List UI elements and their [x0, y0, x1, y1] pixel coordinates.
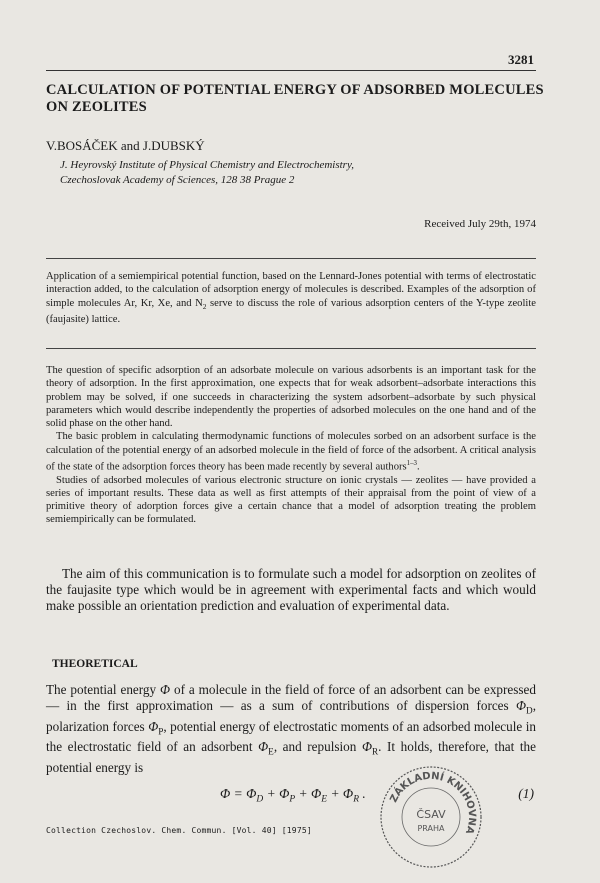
p5-phi: Φ: [160, 682, 171, 697]
paragraph-2-end: .: [416, 461, 420, 473]
article-title: CALCULATION OF POTENTIAL ENERGY OF ADSORBED MOLECULES ON ZEOLITES: [46, 82, 544, 115]
eq-plus-e: + Φ: [295, 786, 322, 801]
eq-plus-r: + Φ: [327, 786, 354, 801]
eq-sub-d: D: [256, 794, 264, 805]
p5-text-4: , potential energy of electrostatic moments of an adsorbed molecule in the electrostatic field of an adsorbent: [46, 718, 537, 755]
section-heading: THEORETICAL: [52, 658, 138, 670]
authors: V.BOSÁČEK and J.DUBSKÝ: [46, 138, 205, 153]
page-number: 3281: [508, 52, 534, 67]
stamp-center-top: ČSAV: [416, 808, 446, 821]
aim-section: [46, 566, 536, 614]
citation-superscript: 1–3: [406, 459, 417, 467]
eq-sub-p: P: [289, 794, 296, 805]
p5-sub-e: E: [268, 746, 274, 757]
received-date: Received July 29th, 1974: [424, 218, 536, 230]
eq-plus-p: + Φ: [263, 786, 290, 801]
abstract-top-rule: [46, 258, 536, 259]
paragraph-2: [46, 430, 536, 473]
paragraph-1: The question of specific adsorption of an adsorbate molecule on various adsorbents is an important task for the theory of adsorption. In the first approximation, one expects that for weak adsorbent–adsorbate interactions this problem may be solved, if one succeeds in characterizing the system adsorbent–adsorbate by such physical parameters which would describe independently the properties of adsorbed molecules on the one hand and of the solid phase on the other hand.: [46, 365, 536, 429]
journal-footer: Collection Czechoslov. Chem. Commun. [Vol. 40] [1975]: [46, 826, 312, 835]
p5-text-6: . It holds, therefore, that the potential energy is: [46, 739, 536, 775]
p5-text-3: , polarization forces: [46, 698, 536, 734]
affiliation: [60, 158, 354, 188]
stamp-ring-text: ZÁKLADNÍ KNIHOVNA: [388, 770, 478, 836]
abstract-tail: serve to discuss the role of various adsorption centers of the Y-type zeolite (faujasite) lattice.: [46, 297, 536, 325]
eq-sub-e: E: [321, 794, 328, 805]
eq-lhs: Φ = Φ: [220, 786, 257, 801]
introduction: [46, 364, 536, 527]
abstract-bottom-rule: [46, 348, 536, 349]
p5-text-1: The potential energy: [46, 682, 161, 697]
p5-phi-p: Φ: [148, 718, 159, 734]
affiliation-line-1: J. Heyrovský Institute of Physical Chemistry and Electrochemistry,: [60, 159, 354, 171]
header-rule: [46, 70, 536, 71]
p5-sub-d: D: [526, 705, 533, 716]
equation-1: [220, 786, 366, 805]
paragraph-4: The aim of this communication is to formulate such a model for adsorption on zeolites of the faujasite type which would be in agreement with experimental facts and which would make possible an orientation prediction and evaluation of experimental data.: [46, 566, 536, 613]
p5-phi-d: Φ: [515, 698, 527, 713]
library-stamp: [376, 762, 486, 872]
p5-sub-r: R: [371, 746, 379, 757]
p5-text-5: , and repulsion: [273, 739, 362, 755]
p5-phi-e: Φ: [258, 739, 269, 755]
paragraph-2-text: The basic problem in calculating thermodynamic functions of molecules sorbed on an adsorbent surface is the calculation of the potential energy of an adsorbed molecule in the field of force of the adsorbent. A critical analysis of the state of the adsorption forces theory has been made recently by several authors: [46, 431, 536, 473]
abstract-subscript: 2: [202, 301, 207, 311]
stamp-center-bottom: PRAHA: [417, 824, 445, 833]
affiliation-line-2: Czechoslovak Academy of Sciences, 128 38 Prague 2: [60, 174, 295, 186]
abstract-text: Application of a semiempirical potential function, based on the Lennard-Jones potential with terms of electrostatic interaction added, to the calculation of adsorption energy of molecules is described. Examples of the adsorption of simple molecules Ar, Kr, Xe, and N: [46, 271, 536, 309]
eq-sub-r: R: [353, 794, 359, 805]
p5-phi-r: Φ: [361, 739, 372, 755]
p5-text-2: of a molecule in the field of force of an adsorbent can be expressed — in the first approximation — as a sum of contributions of dispersion forces: [46, 682, 536, 713]
equation-number: (1): [518, 786, 534, 801]
paragraph-3: Studies of adsorbed molecules of various electronic structure on ionic crystals — zeolites — have provided a series of important results. These data as well as first attempts of their appraisal from the point of view of a primitive theory of adorption forces give a certain chance that a model of adsorption treating the problem semiempirically can be formulated.: [46, 474, 536, 526]
eq-end: .: [358, 786, 366, 801]
p5-sub-p: P: [158, 726, 164, 737]
abstract: [46, 270, 536, 326]
